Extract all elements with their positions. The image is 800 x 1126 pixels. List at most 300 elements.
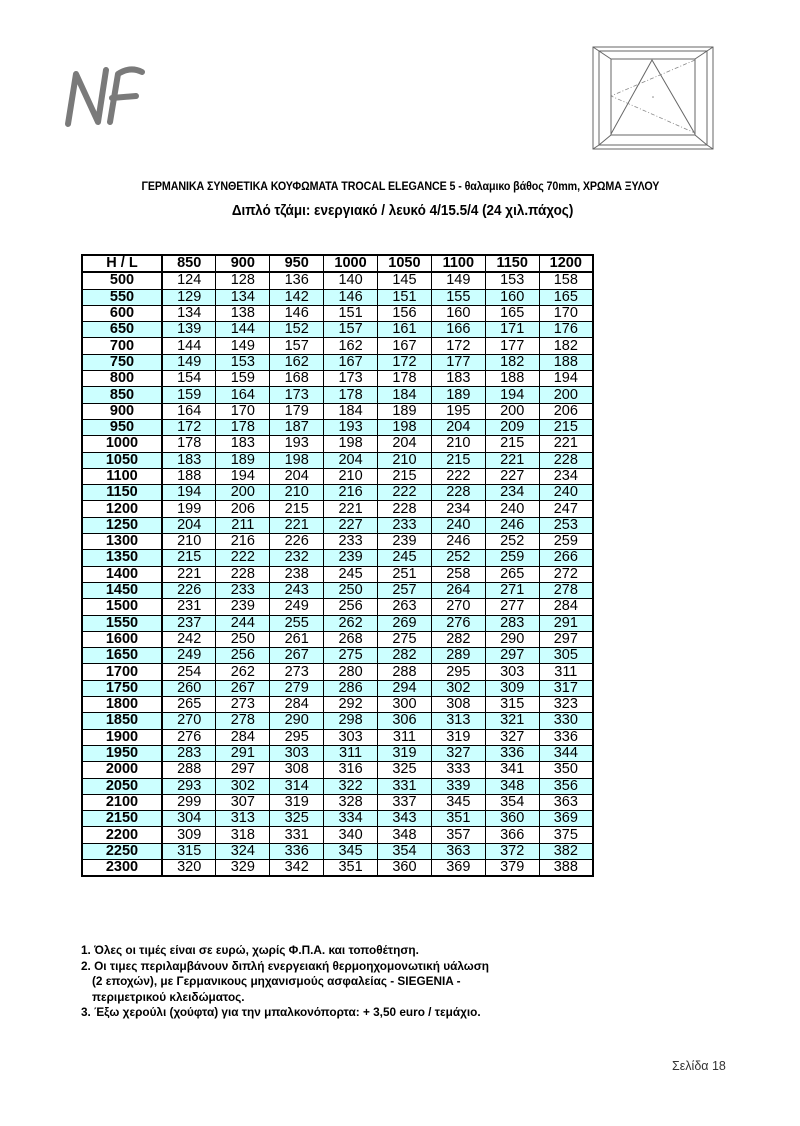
table-row [82, 762, 593, 778]
price-cell: 250 [324, 582, 378, 598]
price-cell: 136 [270, 272, 324, 289]
price-cell: 327 [431, 745, 485, 761]
price-cell: 336 [539, 729, 593, 745]
price-cell: 228 [216, 566, 270, 582]
row-header-height: 1400 [82, 566, 162, 582]
price-cell: 145 [378, 272, 432, 289]
price-cell: 298 [324, 713, 378, 729]
price-cell: 345 [431, 794, 485, 810]
column-header: 1100 [431, 255, 485, 272]
price-cell: 247 [539, 501, 593, 517]
row-header-height: 1500 [82, 599, 162, 615]
price-cell: 351 [431, 811, 485, 827]
price-cell: 345 [324, 843, 378, 859]
table-row [82, 468, 593, 484]
row-header-height: 1150 [82, 485, 162, 501]
price-cell: 173 [270, 387, 324, 403]
price-cell: 249 [162, 648, 216, 664]
table-row [82, 305, 593, 321]
price-cell: 246 [431, 534, 485, 550]
note-line: 2. Οι τιμες περιλαμβάνουν διπλή ενεργειακή θερμοηχομονωτική υάλωση [81, 958, 489, 973]
price-cell: 184 [324, 403, 378, 419]
row-header-height: 1550 [82, 615, 162, 631]
price-cell: 177 [485, 338, 539, 354]
price-cell: 188 [539, 354, 593, 370]
price-cell: 199 [162, 501, 216, 517]
price-cell: 252 [431, 550, 485, 566]
price-cell: 250 [216, 631, 270, 647]
table-row [82, 501, 593, 517]
price-cell: 242 [162, 631, 216, 647]
price-cell: 246 [485, 517, 539, 533]
price-cell: 152 [270, 322, 324, 338]
price-cell: 228 [539, 452, 593, 468]
price-cell: 340 [324, 827, 378, 843]
row-header-height: 2200 [82, 827, 162, 843]
price-cell: 167 [324, 354, 378, 370]
price-cell: 388 [539, 859, 593, 876]
price-cell: 244 [216, 615, 270, 631]
row-header-height: 1750 [82, 680, 162, 696]
price-cell: 167 [378, 338, 432, 354]
price-cell: 369 [431, 859, 485, 876]
price-cell: 194 [162, 485, 216, 501]
price-cell: 194 [539, 371, 593, 387]
price-cell: 233 [378, 517, 432, 533]
price-cell: 275 [324, 648, 378, 664]
price-cell: 184 [378, 387, 432, 403]
price-cell: 157 [324, 322, 378, 338]
price-cell: 300 [378, 697, 432, 713]
price-cell: 195 [431, 403, 485, 419]
price-cell: 215 [162, 550, 216, 566]
row-header-height: 850 [82, 387, 162, 403]
price-cell: 259 [485, 550, 539, 566]
price-cell: 179 [270, 403, 324, 419]
column-header: 1050 [378, 255, 432, 272]
price-cell: 170 [539, 305, 593, 321]
price-cell: 321 [485, 713, 539, 729]
price-cell: 149 [162, 354, 216, 370]
table-row [82, 387, 593, 403]
row-header-height: 2300 [82, 859, 162, 876]
price-cell: 157 [270, 338, 324, 354]
corner-header: H / L [82, 255, 162, 272]
price-cell: 158 [539, 272, 593, 289]
price-cell: 159 [216, 371, 270, 387]
price-cell: 333 [431, 762, 485, 778]
price-cell: 318 [216, 827, 270, 843]
price-cell: 322 [324, 778, 378, 794]
price-cell: 243 [270, 582, 324, 598]
table-row [82, 859, 593, 876]
table-row [82, 843, 593, 859]
table-row [82, 289, 593, 305]
price-cell: 153 [216, 354, 270, 370]
price-cell: 375 [539, 827, 593, 843]
price-cell: 204 [324, 452, 378, 468]
price-cell: 146 [324, 289, 378, 305]
price-cell: 273 [270, 664, 324, 680]
row-header-height: 1600 [82, 631, 162, 647]
price-cell: 215 [270, 501, 324, 517]
price-cell: 187 [270, 419, 324, 435]
price-cell: 327 [485, 729, 539, 745]
document-title: ΓΕΡΜΑΝΙΚΑ ΣΥΝΘΕΤΙΚΑ ΚΟΥΦΩΜΑΤΑ TROCAL ELEGANCE 5 - θαλαμικο βάθος 70mm, ΧΡΩΜΑ ΞΥΛΟΥ [141, 181, 659, 193]
column-header: 950 [270, 255, 324, 272]
row-header-height: 500 [82, 272, 162, 289]
price-cell: 221 [270, 517, 324, 533]
tilt-turn-window-icon [592, 46, 714, 150]
price-cell: 194 [485, 387, 539, 403]
price-cell: 297 [539, 631, 593, 647]
row-header-height: 2000 [82, 762, 162, 778]
price-cell: 177 [431, 354, 485, 370]
price-cell: 124 [162, 272, 216, 289]
price-cell: 282 [431, 631, 485, 647]
price-cell: 262 [324, 615, 378, 631]
table-row [82, 648, 593, 664]
price-cell: 146 [270, 305, 324, 321]
price-cell: 336 [485, 745, 539, 761]
price-cell: 156 [378, 305, 432, 321]
price-cell: 348 [485, 778, 539, 794]
price-cell: 323 [539, 697, 593, 713]
table-row [82, 745, 593, 761]
price-cell: 228 [431, 485, 485, 501]
price-cell: 325 [378, 762, 432, 778]
table-row [82, 599, 593, 615]
price-cell: 200 [485, 403, 539, 419]
nf-logo [60, 62, 170, 132]
price-cell: 210 [324, 468, 378, 484]
price-cell: 303 [324, 729, 378, 745]
table-row [82, 827, 593, 843]
price-cell: 265 [162, 697, 216, 713]
row-header-height: 1700 [82, 664, 162, 680]
price-cell: 290 [270, 713, 324, 729]
price-cell: 266 [539, 550, 593, 566]
price-cell: 140 [324, 272, 378, 289]
price-cell: 206 [539, 403, 593, 419]
table-row [82, 713, 593, 729]
price-cell: 253 [539, 517, 593, 533]
price-cell: 315 [485, 697, 539, 713]
price-cell: 267 [270, 648, 324, 664]
price-cell: 240 [485, 501, 539, 517]
price-cell: 216 [324, 485, 378, 501]
price-cell: 221 [539, 436, 593, 452]
price-cell: 171 [485, 322, 539, 338]
price-cell: 198 [270, 452, 324, 468]
price-cell: 198 [324, 436, 378, 452]
price-cell: 291 [216, 745, 270, 761]
row-header-height: 1650 [82, 648, 162, 664]
price-cell: 226 [162, 582, 216, 598]
price-cell: 215 [485, 436, 539, 452]
price-cell: 234 [539, 468, 593, 484]
page-number: Σελίδα 18 [672, 1059, 726, 1073]
column-header: 1150 [485, 255, 539, 272]
price-cell: 307 [216, 794, 270, 810]
price-cell: 313 [216, 811, 270, 827]
price-cell: 276 [431, 615, 485, 631]
price-cell: 284 [270, 697, 324, 713]
price-cell: 193 [324, 419, 378, 435]
row-header-height: 800 [82, 371, 162, 387]
price-cell: 363 [431, 843, 485, 859]
price-cell: 354 [378, 843, 432, 859]
price-cell: 168 [270, 371, 324, 387]
price-cell: 161 [378, 322, 432, 338]
price-cell: 240 [431, 517, 485, 533]
price-cell: 222 [431, 468, 485, 484]
price-cell: 295 [431, 664, 485, 680]
price-cell: 272 [539, 566, 593, 582]
price-cell: 194 [216, 468, 270, 484]
price-cell: 334 [324, 811, 378, 827]
table-row [82, 354, 593, 370]
price-cell: 329 [216, 859, 270, 876]
price-cell: 154 [162, 371, 216, 387]
price-cell: 172 [378, 354, 432, 370]
table-row [82, 664, 593, 680]
price-cell: 129 [162, 289, 216, 305]
table-row [82, 517, 593, 533]
price-cell: 308 [431, 697, 485, 713]
price-cell: 256 [216, 648, 270, 664]
price-cell: 233 [216, 582, 270, 598]
price-cell: 237 [162, 615, 216, 631]
price-cell: 336 [270, 843, 324, 859]
price-cell: 319 [431, 729, 485, 745]
notes-list [81, 943, 489, 1021]
price-cell: 215 [431, 452, 485, 468]
price-cell: 278 [539, 582, 593, 598]
price-cell: 315 [162, 843, 216, 859]
price-cell: 176 [539, 322, 593, 338]
price-cell: 153 [485, 272, 539, 289]
price-cell: 305 [539, 648, 593, 664]
row-header-height: 700 [82, 338, 162, 354]
price-cell: 162 [324, 338, 378, 354]
price-cell: 299 [162, 794, 216, 810]
price-cell: 288 [162, 762, 216, 778]
price-cell: 139 [162, 322, 216, 338]
row-header-height: 1000 [82, 436, 162, 452]
price-cell: 249 [270, 599, 324, 615]
price-cell: 276 [162, 729, 216, 745]
price-cell: 288 [378, 664, 432, 680]
price-cell: 264 [431, 582, 485, 598]
price-cell: 293 [162, 778, 216, 794]
price-cell: 268 [324, 631, 378, 647]
document-subtitle: Διπλό τζάμι: ενεργιακό / λευκό 4/15.5/4 (24 χιλ.πάχος) [232, 203, 574, 219]
price-cell: 226 [270, 534, 324, 550]
table-row [82, 680, 593, 696]
price-cell: 134 [162, 305, 216, 321]
price-cell: 188 [485, 371, 539, 387]
price-cell: 379 [485, 859, 539, 876]
column-header: 850 [162, 255, 216, 272]
table-row [82, 485, 593, 501]
price-cell: 317 [539, 680, 593, 696]
price-cell: 372 [485, 843, 539, 859]
price-cell: 178 [324, 387, 378, 403]
price-cell: 142 [270, 289, 324, 305]
table-row [82, 697, 593, 713]
row-header-height: 2250 [82, 843, 162, 859]
table-row [82, 419, 593, 435]
table-row [82, 322, 593, 338]
price-cell: 270 [431, 599, 485, 615]
price-cell: 356 [539, 778, 593, 794]
note-line: (2 εποχών), με Γερμανικους μηχανισμούς ασφαλείας - SIEGENIA - [92, 974, 461, 988]
price-cell: 360 [485, 811, 539, 827]
table-row [82, 272, 593, 289]
price-cell: 182 [539, 338, 593, 354]
price-cell: 162 [270, 354, 324, 370]
price-cell: 319 [378, 745, 432, 761]
price-cell: 294 [378, 680, 432, 696]
price-cell: 319 [270, 794, 324, 810]
price-cell: 277 [485, 599, 539, 615]
price-cell: 304 [162, 811, 216, 827]
price-cell: 204 [378, 436, 432, 452]
table-row [82, 566, 593, 582]
table-row [82, 811, 593, 827]
price-cell: 302 [216, 778, 270, 794]
row-header-height: 650 [82, 322, 162, 338]
price-cell: 183 [431, 371, 485, 387]
price-cell: 204 [162, 517, 216, 533]
price-cell: 309 [485, 680, 539, 696]
price-cell: 369 [539, 811, 593, 827]
price-cell: 155 [431, 289, 485, 305]
table-row [82, 582, 593, 598]
column-header: 1000 [324, 255, 378, 272]
price-cell: 273 [216, 697, 270, 713]
price-cell: 239 [216, 599, 270, 615]
table-row [82, 338, 593, 354]
price-cell: 204 [270, 468, 324, 484]
column-header: 900 [216, 255, 270, 272]
price-cell: 245 [378, 550, 432, 566]
price-cell: 193 [270, 436, 324, 452]
price-cell: 178 [378, 371, 432, 387]
price-cell: 164 [216, 387, 270, 403]
price-cell: 215 [539, 419, 593, 435]
price-cell: 240 [539, 485, 593, 501]
row-header-height: 600 [82, 305, 162, 321]
price-cell: 215 [378, 468, 432, 484]
table-row [82, 403, 593, 419]
price-cell: 320 [162, 859, 216, 876]
row-header-height: 1950 [82, 745, 162, 761]
price-cell: 189 [431, 387, 485, 403]
price-cell: 238 [270, 566, 324, 582]
price-cell: 261 [270, 631, 324, 647]
price-cell: 284 [216, 729, 270, 745]
row-header-height: 1350 [82, 550, 162, 566]
table-header-row [82, 255, 593, 272]
price-cell: 259 [539, 534, 593, 550]
price-cell: 354 [485, 794, 539, 810]
row-header-height: 2150 [82, 811, 162, 827]
price-cell: 149 [431, 272, 485, 289]
price-cell: 282 [378, 648, 432, 664]
price-cell: 275 [378, 631, 432, 647]
table-row [82, 729, 593, 745]
price-cell: 302 [431, 680, 485, 696]
price-cell: 260 [162, 680, 216, 696]
price-cell: 172 [162, 419, 216, 435]
price-cell: 303 [485, 664, 539, 680]
price-cell: 234 [485, 485, 539, 501]
price-cell: 306 [378, 713, 432, 729]
table-row [82, 452, 593, 468]
price-cell: 172 [431, 338, 485, 354]
price-cell: 166 [431, 322, 485, 338]
price-cell: 316 [324, 762, 378, 778]
price-cell: 284 [539, 599, 593, 615]
price-cell: 252 [485, 534, 539, 550]
price-cell: 200 [539, 387, 593, 403]
price-cell: 178 [216, 419, 270, 435]
price-cell: 149 [216, 338, 270, 354]
price-cell: 382 [539, 843, 593, 859]
price-cell: 189 [216, 452, 270, 468]
price-cell: 211 [216, 517, 270, 533]
price-cell: 210 [431, 436, 485, 452]
price-cell: 258 [431, 566, 485, 582]
row-header-height: 750 [82, 354, 162, 370]
price-cell: 178 [162, 436, 216, 452]
price-cell: 278 [216, 713, 270, 729]
price-cell: 267 [216, 680, 270, 696]
price-cell: 280 [324, 664, 378, 680]
row-header-height: 1050 [82, 452, 162, 468]
price-cell: 342 [270, 859, 324, 876]
price-cell: 311 [539, 664, 593, 680]
price-cell: 330 [539, 713, 593, 729]
price-cell: 233 [324, 534, 378, 550]
price-cell: 331 [270, 827, 324, 843]
price-cell: 200 [216, 485, 270, 501]
row-header-height: 1200 [82, 501, 162, 517]
price-cell: 269 [378, 615, 432, 631]
price-cell: 324 [216, 843, 270, 859]
price-cell: 164 [162, 403, 216, 419]
price-cell: 151 [324, 305, 378, 321]
price-cell: 144 [162, 338, 216, 354]
price-cell: 308 [270, 762, 324, 778]
price-cell: 313 [431, 713, 485, 729]
price-cell: 173 [324, 371, 378, 387]
price-cell: 295 [270, 729, 324, 745]
row-header-height: 1450 [82, 582, 162, 598]
row-header-height: 1100 [82, 468, 162, 484]
price-cell: 227 [324, 517, 378, 533]
price-cell: 325 [270, 811, 324, 827]
row-header-height: 1900 [82, 729, 162, 745]
price-cell: 337 [378, 794, 432, 810]
row-header-height: 550 [82, 289, 162, 305]
price-table [81, 254, 594, 877]
price-cell: 159 [162, 387, 216, 403]
price-cell: 239 [324, 550, 378, 566]
price-cell: 221 [162, 566, 216, 582]
